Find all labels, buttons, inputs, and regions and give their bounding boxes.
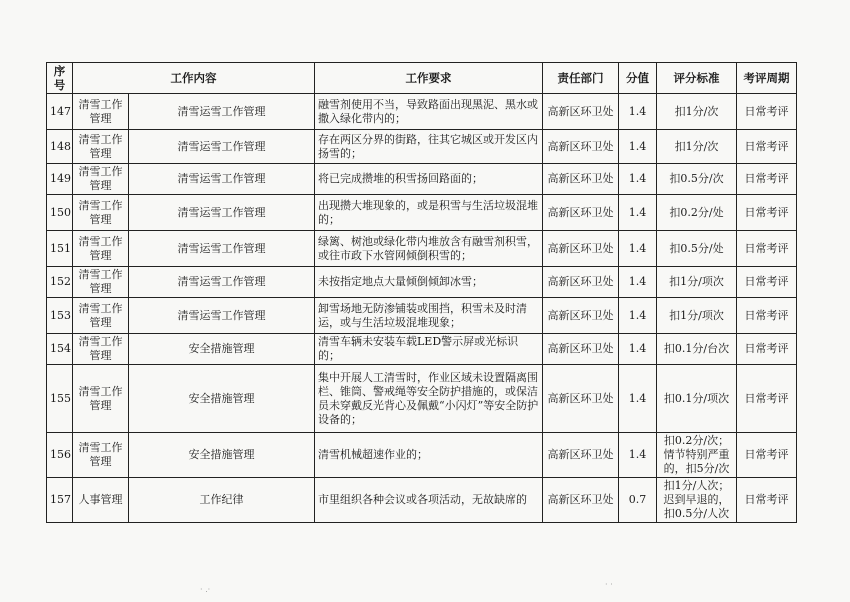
row-standard: 扣1分/项次 [657,267,737,298]
row-number: 150 [47,195,73,231]
header-standard: 评分标准 [657,63,737,94]
row-department: 高新区环卫处 [543,334,619,365]
row-category: 人事管理 [73,478,129,523]
row-cycle: 日常考评 [737,94,797,130]
row-requirement: 融雪剂使用不当，导致路面出现黑泥、黑水或撒入绿化带内的； [315,94,543,130]
row-requirement: 卸雪场地无防渗铺装或围挡，积雪未及时清运，或与生活垃圾混堆现象； [315,298,543,334]
row-score: 1.4 [619,195,657,231]
row-score: 1.4 [619,94,657,130]
row-category: 清雪工作管理 [73,267,129,298]
row-number: 155 [47,365,73,433]
row-item: 清雪运雪工作管理 [129,94,315,130]
row-number: 157 [47,478,73,523]
row-cycle: 日常考评 [737,164,797,195]
table-row [47,130,797,164]
row-number: 149 [47,164,73,195]
scan-speck: · .· [200,585,211,594]
row-item: 安全措施管理 [129,365,315,433]
row-score: 1.4 [619,365,657,433]
row-requirement: 清雪车辆未安装车载LED警示屏或光标识的； [315,334,543,365]
header-score: 分值 [619,63,657,94]
row-standard: 扣1分/次 [657,130,737,164]
row-requirement: 将已完成攒堆的积雪扬回路面的； [315,164,543,195]
header-cycle: 考评周期 [737,63,797,94]
row-score: 1.4 [619,267,657,298]
row-standard: 扣1分/次 [657,94,737,130]
row-score: 1.4 [619,164,657,195]
row-cycle: 日常考评 [737,130,797,164]
row-requirement: 未按指定地点大量倾倒倾卸冰雪； [315,267,543,298]
row-standard: 扣0.1分/台次 [657,334,737,365]
row-standard: 扣0.2分/次；情节特别严重的，扣5分/次 [657,433,737,478]
table-header-row [47,63,797,94]
table-row [47,478,797,523]
row-requirement: 清雪机械超速作业的； [315,433,543,478]
row-cycle: 日常考评 [737,433,797,478]
row-department: 高新区环卫处 [543,365,619,433]
row-category: 清雪工作管理 [73,334,129,365]
table-row [47,298,797,334]
table-row [47,231,797,267]
row-category: 清雪工作管理 [73,130,129,164]
row-requirement: 存在两区分界的街路，往其它城区或开发区内扬雪的； [315,130,543,164]
row-standard: 扣0.1分/项次 [657,365,737,433]
row-cycle: 日常考评 [737,365,797,433]
table-row [47,433,797,478]
row-number: 152 [47,267,73,298]
row-category: 清雪工作管理 [73,298,129,334]
row-requirement: 集中开展人工清雪时，作业区域未设置隔离围栏、锥筒、警戒绳等安全防护措施的，或保洁员未穿戴反光背心及佩戴“小闪灯”等安全防护设备的； [315,365,543,433]
table-row [47,334,797,365]
table-row [47,365,797,433]
header-department: 责任部门 [543,63,619,94]
row-department: 高新区环卫处 [543,94,619,130]
row-score: 1.4 [619,231,657,267]
row-score: 1.4 [619,298,657,334]
row-number: 148 [47,130,73,164]
row-cycle: 日常考评 [737,195,797,231]
row-department: 高新区环卫处 [543,195,619,231]
row-cycle: 日常考评 [737,267,797,298]
row-standard: 扣0.5分/次 [657,164,737,195]
row-item: 清雪运雪工作管理 [129,195,315,231]
row-score: 1.4 [619,433,657,478]
row-number: 151 [47,231,73,267]
row-number: 153 [47,298,73,334]
row-category: 清雪工作管理 [73,365,129,433]
row-category: 清雪工作管理 [73,94,129,130]
row-score: 0.7 [619,478,657,523]
row-item: 清雪运雪工作管理 [129,130,315,164]
row-standard: 扣1分/项次 [657,298,737,334]
table-row [47,164,797,195]
row-cycle: 日常考评 [737,231,797,267]
row-standard: 扣0.2分/处 [657,195,737,231]
row-department: 高新区环卫处 [543,298,619,334]
row-cycle: 日常考评 [737,478,797,523]
row-department: 高新区环卫处 [543,164,619,195]
row-number: 156 [47,433,73,478]
row-category: 清雪工作管理 [73,164,129,195]
row-number: 147 [47,94,73,130]
row-score: 1.4 [619,130,657,164]
row-category: 清雪工作管理 [73,433,129,478]
row-department: 高新区环卫处 [543,267,619,298]
row-department: 高新区环卫处 [543,433,619,478]
row-requirement: 市里组织各种会议或各项活动，无故缺席的 [315,478,543,523]
scan-speck: · · [605,580,613,589]
table-row [47,94,797,130]
header-no: 序号 [47,63,73,94]
row-item: 清雪运雪工作管理 [129,231,315,267]
row-category: 清雪工作管理 [73,195,129,231]
row-item: 清雪运雪工作管理 [129,164,315,195]
row-item: 清雪运雪工作管理 [129,298,315,334]
row-item: 安全措施管理 [129,433,315,478]
row-requirement: 出现攒大堆现象的，或是积雪与生活垃圾混堆的； [315,195,543,231]
table-row [47,267,797,298]
row-department: 高新区环卫处 [543,478,619,523]
header-requirement: 工作要求 [315,63,543,94]
row-cycle: 日常考评 [737,334,797,365]
row-department: 高新区环卫处 [543,130,619,164]
row-category: 清雪工作管理 [73,231,129,267]
row-item: 工作纪律 [129,478,315,523]
row-item: 安全措施管理 [129,334,315,365]
row-number: 154 [47,334,73,365]
row-score: 1.4 [619,334,657,365]
row-standard: 扣1分/人次；迟到早退的，扣0.5分/人次 [657,478,737,523]
header-content: 工作内容 [73,63,315,94]
row-item: 清雪运雪工作管理 [129,267,315,298]
row-requirement: 绿篱、树池或绿化带内堆放含有融雪剂积雪，或往市政下水管网倾倒积雪的； [315,231,543,267]
evaluation-table [46,62,797,523]
row-department: 高新区环卫处 [543,231,619,267]
table-row [47,195,797,231]
row-cycle: 日常考评 [737,298,797,334]
row-standard: 扣0.5分/处 [657,231,737,267]
